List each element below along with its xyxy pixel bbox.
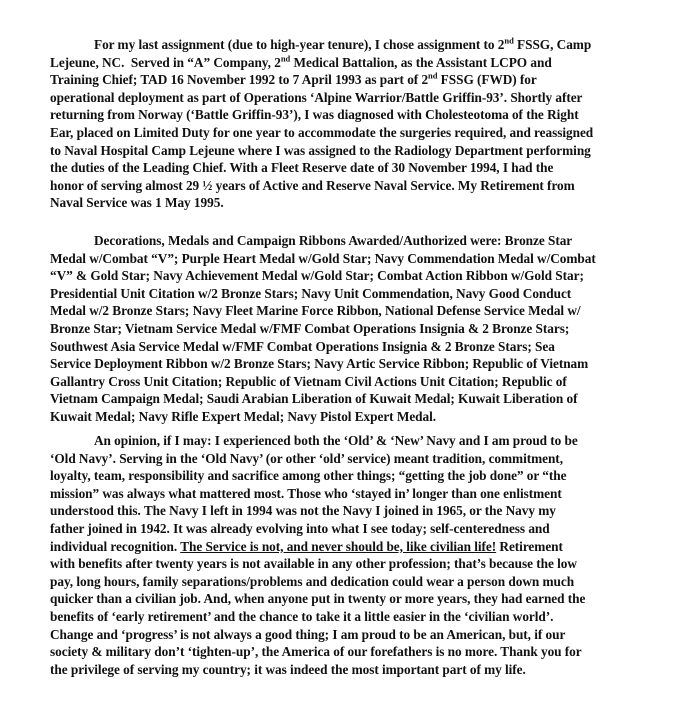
text-line: Naval Service was 1 May 1995. — [50, 195, 224, 211]
text-line: An opinion, if I may: I experienced both the ‘Old’ & ‘New’ Navy and I am proud to be — [94, 433, 578, 448]
text-line: Service Deployment Ribbon w/2 Bronze Stars; Navy Artic Service Ribbon; Republic of Vietnam — [50, 356, 589, 372]
text-line: ‘Old Navy’. Serving in the ‘Old Navy’ (or other ‘old’ service) meant tradition, commitment, — [50, 450, 563, 466]
paragraph-decorations — [50, 232, 596, 426]
text-line: operational deployment as part of Operations ‘Alpine Warrior/Battle Griffin-93’. Shortly after — [50, 89, 583, 105]
paragraph-opinion — [50, 432, 585, 678]
text-line: Vietnam Campaign Medal; Saudi Arabian Liberation of Kuwait Medal; Kuwait Liberation of — [50, 391, 578, 407]
text-line: loyalty, team, responsibility and sacrifice among other things; “getting the job done” or “the — [50, 468, 567, 484]
text-line: Change and ‘progress’ is not always a good thing; I am proud to be an American, but, if our — [50, 626, 566, 642]
text-line: Ear, placed on Limited Duty for one year to accommodate the surgeries required, and reassigned — [50, 124, 594, 140]
text-line: Decorations, Medals and Campaign Ribbons Awarded/Authorized were: Bronze Star — [94, 233, 573, 248]
text-line: society & military don’t ‘tighten-up’, the America of our forefathers is no more. Thank you for — [50, 644, 582, 660]
text-line: quicker than a civilian job. And, when anyone put in twenty or more years, they had earned the — [50, 591, 586, 607]
underlined-statement: The Service is not, and never should be, like civilian life! — [180, 538, 497, 554]
text-line: Training Chief; TAD 16 November 1992 to 7 April 1993 as part of 2nd FSSG (FWD) for — [50, 70, 537, 88]
text-line: benefits of ‘early retirement’ and the chance to take it a little easier in the ‘civilian world’. — [50, 608, 554, 624]
text-segment: Retirement — [496, 538, 563, 554]
text-line: with benefits after twenty years is not available in any other profession; that’s because the low — [50, 556, 577, 572]
text-line: honor of serving almost 29 ½ years of Active and Reserve Naval Service. My Retirement from — [50, 177, 575, 193]
text-line: the duties of the Leading Chief. With a Fleet Reserve date of 30 November 1994, I had the — [50, 160, 554, 176]
text-line: understood this. The Navy I left in 1994 was not the Navy I joined in 1965, or the Navy my — [50, 503, 556, 519]
text-line: Bronze Star; Vietnam Service Medal w/FMF Combat Operations Insignia & 2 Bronze Stars; — [50, 320, 570, 336]
paragraph-assignment — [50, 36, 593, 212]
text-line: Lejeune, NC. Served in “A” Company, 2nd Medical Battalion, as the Assistant LCPO and — [50, 53, 552, 70]
text-segment: individual recognition. — [50, 538, 181, 554]
text-line: Kuwait Medal; Navy Rifle Expert Medal; Navy Pistol Expert Medal. — [50, 408, 437, 424]
text-line: “V” & Gold Star; Navy Achievement Medal w/Gold Star; Combat Action Ribbon w/Gold Star; — [50, 268, 584, 284]
text-line: Southwest Asia Service Medal w/FMF Combat Operations Insignia & 2 Bronze Stars; Sea — [50, 338, 555, 354]
text-line: Gallantry Cross Unit Citation; Republic of Vietnam Civil Actions Unit Citation; Republic of — [50, 373, 567, 389]
text-line: For my last assignment (due to high-year tenure), I chose assignment to 2nd FSSG, Camp — [94, 35, 592, 52]
text-line: pay, long hours, family separations/problems and dedication could wear a person down much — [50, 573, 575, 589]
text-line: returning from Norway (‘Battle Griffin-93’), I was diagnosed with Cholesteotoma of the Right — [50, 107, 579, 123]
text-line: father joined in 1942. It was already evolving into what I see today; self-centeredness and — [50, 520, 550, 536]
text-line: the privilege of serving my country; it was indeed the most important part of my life. — [50, 661, 526, 677]
text-line: to Naval Hospital Camp Lejeune where I was assigned to the Radiology Department performing — [50, 142, 591, 158]
text-line: mission” was always what mattered most. Those who ‘stayed in’ longer than one enlistment — [50, 485, 562, 501]
text-line: Presidential Unit Citation w/2 Bronze Stars; Navy Unit Commendation, Navy Good Conduct — [50, 285, 572, 301]
text-line — [50, 538, 585, 556]
text-line: Medal w/Combat “V”; Purple Heart Medal w/Gold Star; Navy Commendation Medal w/Combat — [50, 250, 596, 266]
text-line: Medal w/2 Bronze Stars; Navy Fleet Marine Force Ribbon, National Defense Service Medal w/ — [50, 303, 581, 319]
